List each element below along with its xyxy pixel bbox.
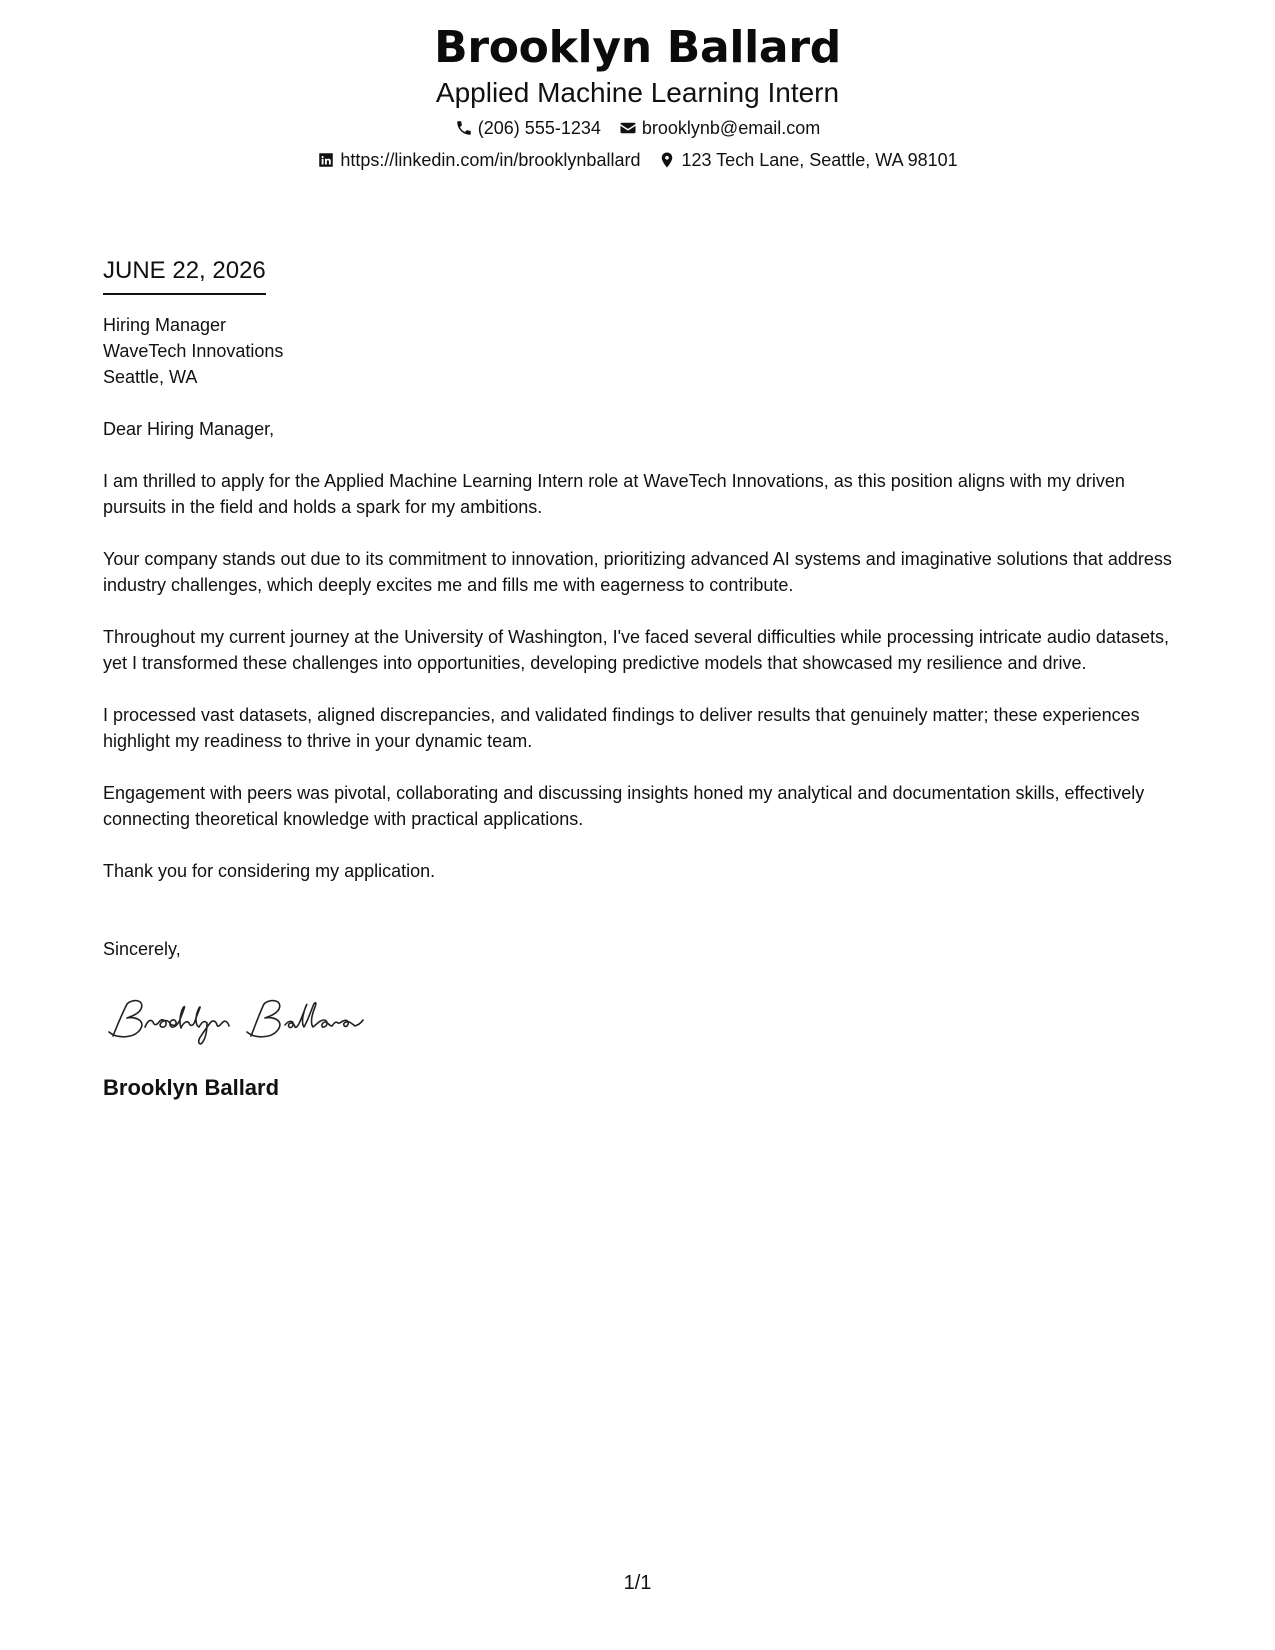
paragraph: I processed vast datasets, aligned discrepancies, and validated findings to deliver results that genuinely matter; these experiences highlight my readiness to thrive in your dynamic team. (103, 705, 1140, 751)
signature-name: Brooklyn Ballard (103, 1075, 280, 1100)
letter-body (103, 256, 1178, 1102)
salutation: Dear Hiring Manager, (103, 419, 275, 439)
letter-date: JUNE 22, 2026 (103, 256, 266, 295)
recipient-block (103, 312, 1178, 390)
paragraph: Thank you for considering my application. (103, 861, 436, 881)
handwritten-signature (103, 992, 373, 1050)
page-number: 1/1 (623, 1572, 652, 1594)
contact-address (658, 148, 957, 172)
recipient-title: Hiring Manager (103, 315, 227, 335)
contact-email (619, 116, 820, 140)
paragraph: I am thrilled to apply for the Applied Machine Learning Intern role at WaveTech Innovations, as this position aligns with my driven pursuits in the field and holds a spark for my ambitions. (103, 471, 1125, 517)
closing: Sincerely, (103, 939, 181, 959)
paragraph: Engagement with peers was pivotal, collaborating and discussing insights honed my analytical and documentation skills, effectively connecting theoretical knowledge with practical applications. (103, 783, 1145, 829)
applicant-job-title: Applied Machine Learning Intern (435, 77, 840, 108)
envelope-icon (619, 119, 637, 137)
linkedin-url[interactable]: https://linkedin.com/in/brooklynballard (340, 150, 641, 170)
paragraph: Your company stands out due to its commitment to innovation, prioritizing advanced AI systems and imaginative solutions that address industry challenges, which deeply excites me and fills me with eagerness to contribute. (103, 549, 1172, 595)
paragraph: Throughout my current journey at the University of Washington, I've faced several difficulties while processing intricate audio datasets, yet I transformed these challenges into opportunities, developing predictive models that showcased my resilience and drive. (103, 627, 1169, 673)
phone-number: (206) 555-1234 (477, 118, 601, 138)
map-marker-icon (658, 151, 676, 169)
linkedin-icon (317, 151, 335, 169)
contact-linkedin (317, 148, 640, 172)
contact-row-secondary (0, 148, 1275, 172)
email-address: brooklynb@email.com (641, 118, 821, 138)
recipient-location: Seattle, WA (103, 367, 198, 387)
street-address: 123 Tech Lane, Seattle, WA 98101 (681, 150, 958, 170)
phone-icon (455, 119, 473, 137)
applicant-name: Brooklyn Ballard (434, 22, 841, 73)
letter-header (0, 22, 1275, 172)
recipient-company: WaveTech Innovations (103, 341, 284, 361)
contact-phone (455, 116, 601, 140)
contact-row-primary (0, 116, 1275, 140)
